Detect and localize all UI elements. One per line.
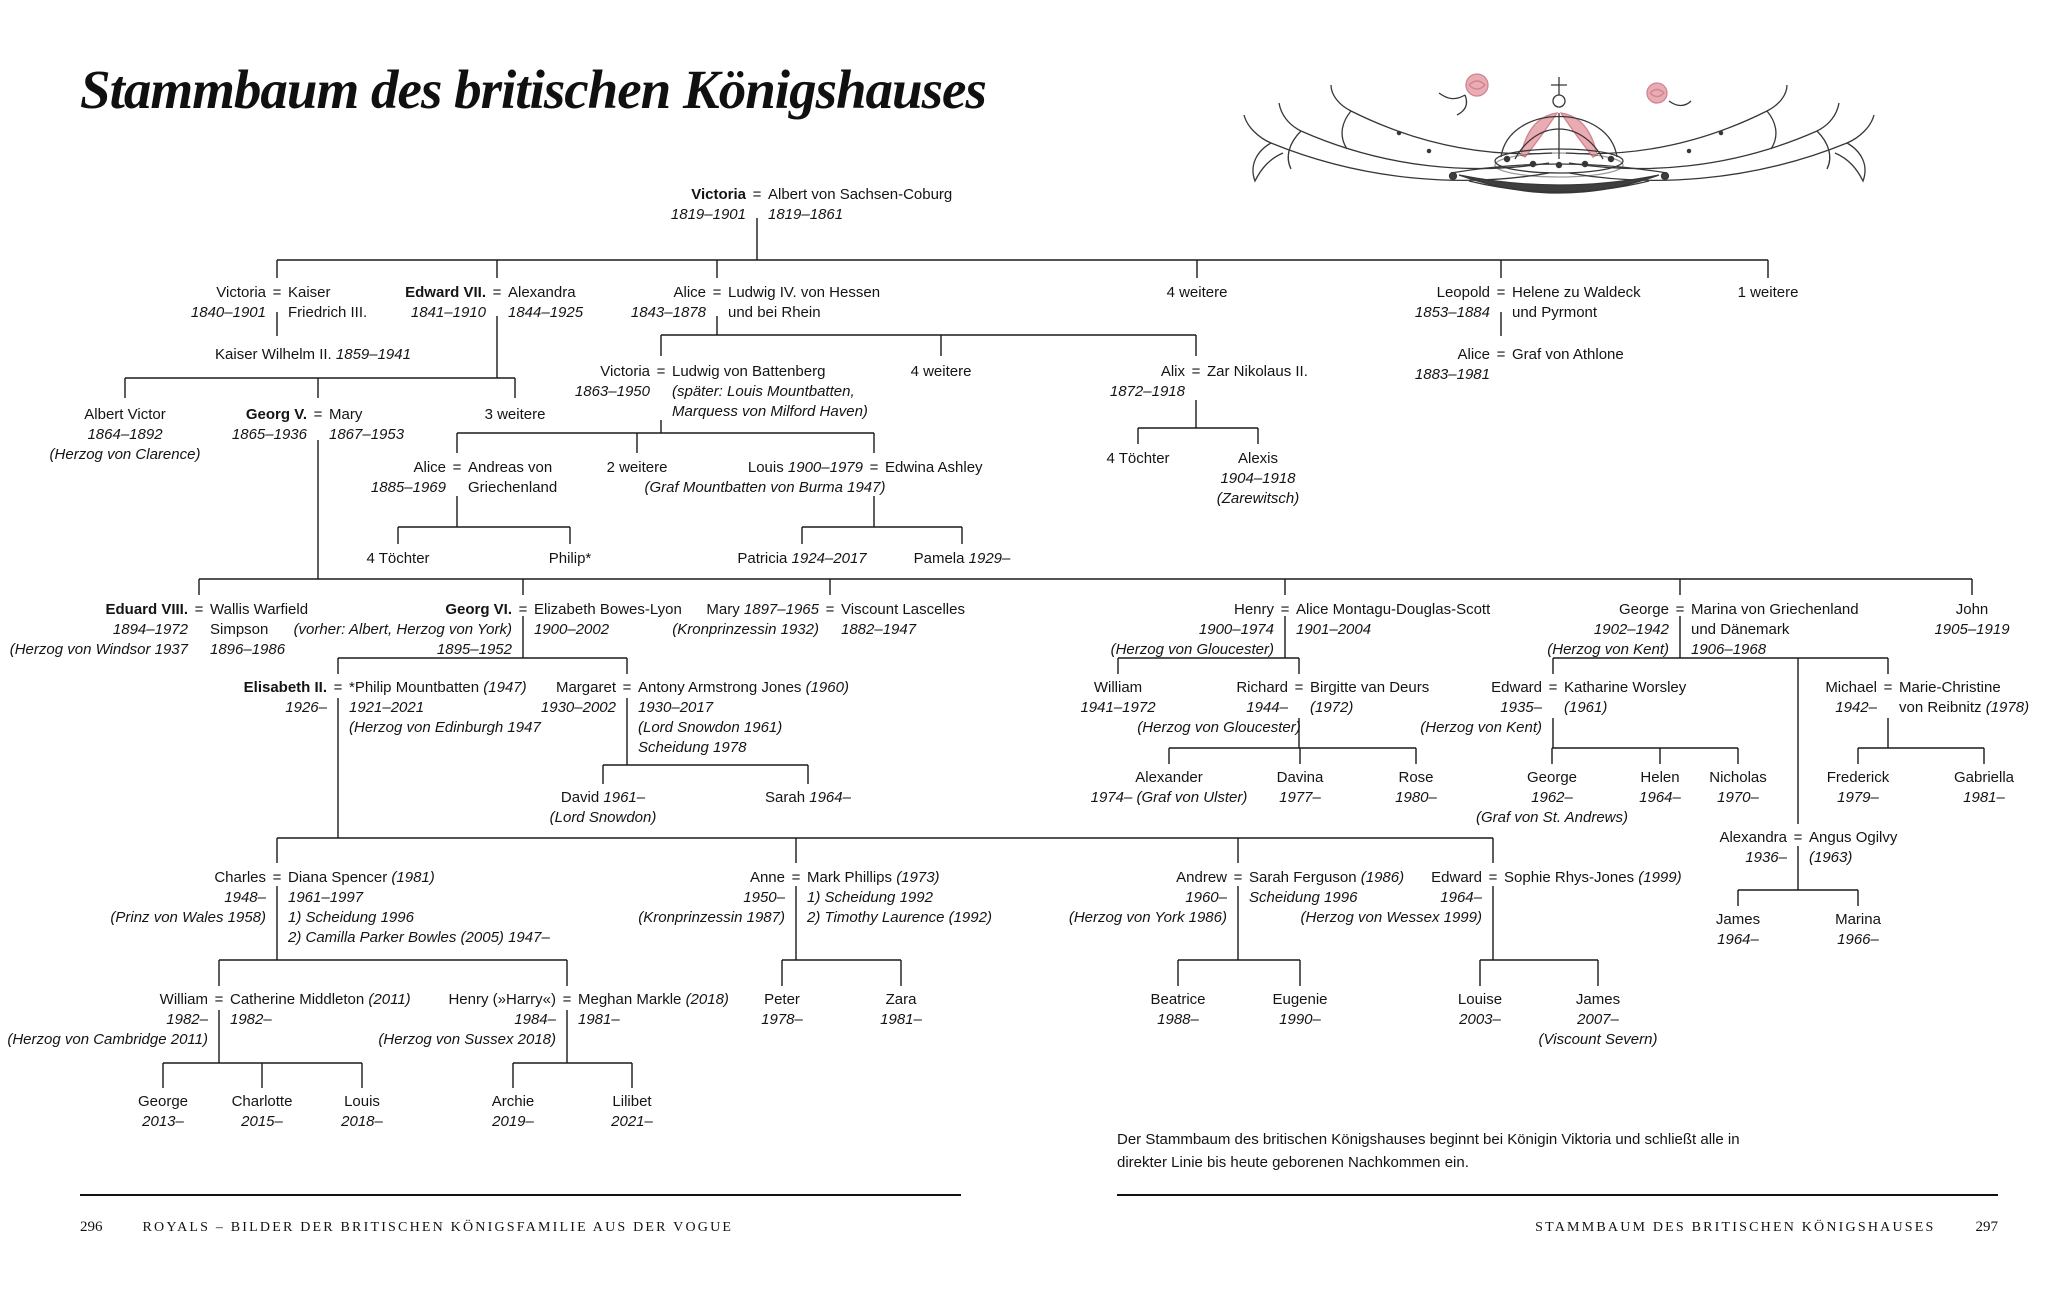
node-frederick: Frederick 1979– — [1826, 769, 1890, 806]
tree-caption — [1117, 1128, 1740, 1174]
note-graf-mountbatten: (Graf Mountbatten von Burma 1947) — [644, 479, 886, 496]
footer-rule-left — [80, 1194, 961, 1196]
page-number-right: 297 — [1975, 1219, 1998, 1235]
node-philip-asterisk: Philip* — [548, 550, 592, 567]
node-marina-ogilvy: Marina 1966– — [1835, 911, 1881, 948]
node-david-snowdon: David 1961– (Lord Snowdon) — [549, 789, 657, 826]
footer-rule-right — [1117, 1194, 1998, 1196]
node-lilibet: Lilibet 2021– — [611, 1093, 653, 1130]
footer-right — [1535, 1219, 1998, 1236]
node-4-weitere-hessen: 4 weitere — [910, 363, 972, 380]
node-4-toechter-alice: 4 Töchter — [366, 550, 430, 567]
node-zara: Zara 1981– — [880, 991, 922, 1028]
node-louise: Louise 2003– — [1457, 991, 1503, 1028]
node-james-severn: James 2007– (Viscount Severn) — [1538, 991, 1658, 1048]
caption-line-2: direkter Linie bis heute geborenen Nachkommen ein. — [1117, 1154, 1469, 1171]
node-john: John 1905–1919 — [1934, 601, 2010, 638]
node-1-weitere-gen1: 1 weitere — [1737, 284, 1799, 301]
node-archie: Archie 2019– — [491, 1093, 535, 1130]
footer-right-text: STAMMBAUM DES BRITISCHEN KÖNIGSHAUSES — [1535, 1220, 1936, 1235]
node-4-toechter-alix: 4 Töchter — [1106, 450, 1170, 467]
node-nicholas: Nicholas 1970– — [1709, 769, 1767, 806]
note-herzog-von-gloucester: (Herzog von Gloucester) — [1137, 719, 1301, 736]
node-albert-victor: Albert Victor 1864–1892 (Herzog von Clarence) — [49, 406, 201, 463]
node-rose: Rose 1980– — [1395, 769, 1437, 806]
page-number-left: 296 — [80, 1219, 103, 1235]
node-patricia: Patricia 1924–2017 — [737, 550, 867, 567]
node-beatrice: Beatrice 1988– — [1150, 991, 1206, 1028]
node-gabriella: Gabriella 1981– — [1953, 769, 2015, 806]
page-title: Stammbaum des britischen Königshauses — [80, 59, 986, 120]
node-eugenie: Eugenie 1990– — [1272, 991, 1328, 1028]
node-4-weitere-gen1: 4 weitere — [1166, 284, 1228, 301]
node-peter: Peter 1978– — [761, 991, 803, 1028]
node-alexis: Alexis 1904–1918 (Zarewitsch) — [1216, 450, 1300, 507]
node-william-gloucester: William 1941–1972 — [1080, 679, 1156, 716]
node-louis-cambridge: Louis 2018– — [341, 1093, 383, 1130]
footer-left-text: ROYALS – BILDER DER BRITISCHEN KÖNIGSFAMILIE AUS DER VOGUE — [142, 1220, 734, 1235]
caption-line-1: Der Stammbaum des britischen Königshauses beginnt bei Königin Viktoria und schließt alle in — [1117, 1131, 1740, 1148]
footer-left — [80, 1219, 733, 1236]
node-george-st-andrews: George 1962– (Graf von St. Andrews) — [1476, 769, 1628, 826]
node-alexander-ulster: Alexander 1974– (Graf von Ulster) — [1090, 769, 1248, 806]
node-davina: Davina 1977– — [1276, 769, 1324, 806]
node-george-cambridge: George 2013– — [137, 1093, 189, 1130]
node-helen: Helen 1964– — [1639, 769, 1681, 806]
node-3-weitere: 3 weitere — [484, 406, 546, 423]
node-2-weitere: 2 weitere — [606, 459, 668, 476]
node-charlotte: Charlotte 2015– — [231, 1093, 293, 1130]
node-sarah-snowdon: Sarah 1964– — [765, 789, 851, 806]
node-pamela: Pamela 1929– — [913, 550, 1011, 567]
node-kaiser-wilhelm-ii: Kaiser Wilhelm II. 1859–1941 — [215, 346, 411, 363]
node-james-ogilvy: James 1964– — [1715, 911, 1761, 948]
book-page: Stammbaum des britischen Königshauses Victoria 1819–1901 = Albert von Sachsen-Coburg 1819–1861 Victoria 1840–1901 = Kaiser Friedrich III. Edward VII. 1841–1910 = Alexandra 1844–1925 Alice 1843–1878 = Ludwig IV. von Hessen und bei Rhein 4 weitere Leopold 1853–1884 = Helene zu Waldeck und Pyrmont 1 weitere Kaiser Wilhelm II. 1859–1941 Alice 1883–1981 = Graf von Athlone Victoria 1863–1950 = Ludwig von Battenberg (später: Louis Mountbatten, Marquess von Milford Haven) 4 weitere Alix 1872–1918 = Zar Nikolaus II. Albert Victor 1864–1892 (Herzog von Clarence) Georg V. 1865–1936 = Mary 1867–1953 3 weitere 4 Töchter Alexis 1904–1918 (Zarewitsch) Alice 1885–1969 = Andreas von Griechenland 2 weitere Louis 1900–1979 = Edwina Ashley (Graf Mountbatten von Burma 1947) 4 Töchter Philip* Patricia 1924–2017 Pamela 1929– Eduard VIII. 1894–1972 (Herzog von Windsor 1937 = Wallis Warfield Simpson 1896–1986 Georg VI. (vorher: Albert, Herzog von York) 1895–1952 = Elizabeth Bowes-Lyon 1900–2002 Mary 1897–1965 (Kronprinzessin 1932) = Viscount Lascelles 1882–1947 Henry 1900–1974 (Herzog von Gloucester) = Alice Montagu-Douglas-Scott 1901–2004 George 1902–1942 (Herzog von Kent) = Marina von Griechenland und Dänemark 1906–1968 John 1905–1919 Elisabeth II. 1926– = *Philip Mountbatten (1947) 1921–2021 (Herzog von Edinburgh 1947 Margaret 1930–2002 = Antony Armstrong Jones (1960) 1930–2017 (Lord Snowdon 1961) Scheidung 1978 William 1941–1972 Richard 1944– = Birgitte van Deurs (1972) (Herzog von Gloucester) Edward 1935– (Herzog von Kent) = Katharine Worsley (1961) Michael 1942– = Marie-Christine von Reibnitz (1978) David 1961– (Lord Snowdon) Sarah 1964– Alexander 1974– (Graf von Ulster) Davina 1977– Rose 1980– George 1962– (Graf von St. Andrews) Helen 1964– Nicholas 1970– Frederick 1979– Gabriella 1981– Alexandra 1936– = Angus Ogilvy (1963) James 1964– Marina 1966– Charles 1948– (Prinz von Wales 1958) = Diana Spencer (1981) 1961–1997 1) Scheidung 1996 2) Camilla Parker Bowles (2005) 1947– Anne 1950– (Kronprinzessin 1987) = Mark Phillips (1973) 1) Scheidung 1992 2) Timothy Laurence (1992) Andrew 1960– (Herzog von York 1986) = Sarah Ferguson (1986) Scheidung 1996 Edward 1964– (Herzog von Wessex 1999) = Sophie Rhys-Jones (1999) William 1982– (Herzog von Cambridge 2011) = Catherine Middleton (2011) 1982– Henry (»Harry«) 1984– (Herzog von Sussex 2018) = Meghan Markle (2018) 1981– Peter 1978– Zara 1981– Beatrice 1988– Eugenie 1990– Louise 2003– James 2007– (Viscount Severn) George 2013– Charlotte 2015– Louis 2018– Archie 2019– Lilibet 2021– Der Stammbaum des britischen Königshauses beginnt bei Königin Viktoria und schließt alle in direkter Linie bis heute geborenen Nachkommen ein. 296 ROYALS – BILDER DER BRITISCHEN KÖNIGSFAMILIE AUS DER VOGUE STAMMBAUM DES BRITISCHEN KÖNIGSHAUSES 297 — [0, 0, 2048, 1300]
